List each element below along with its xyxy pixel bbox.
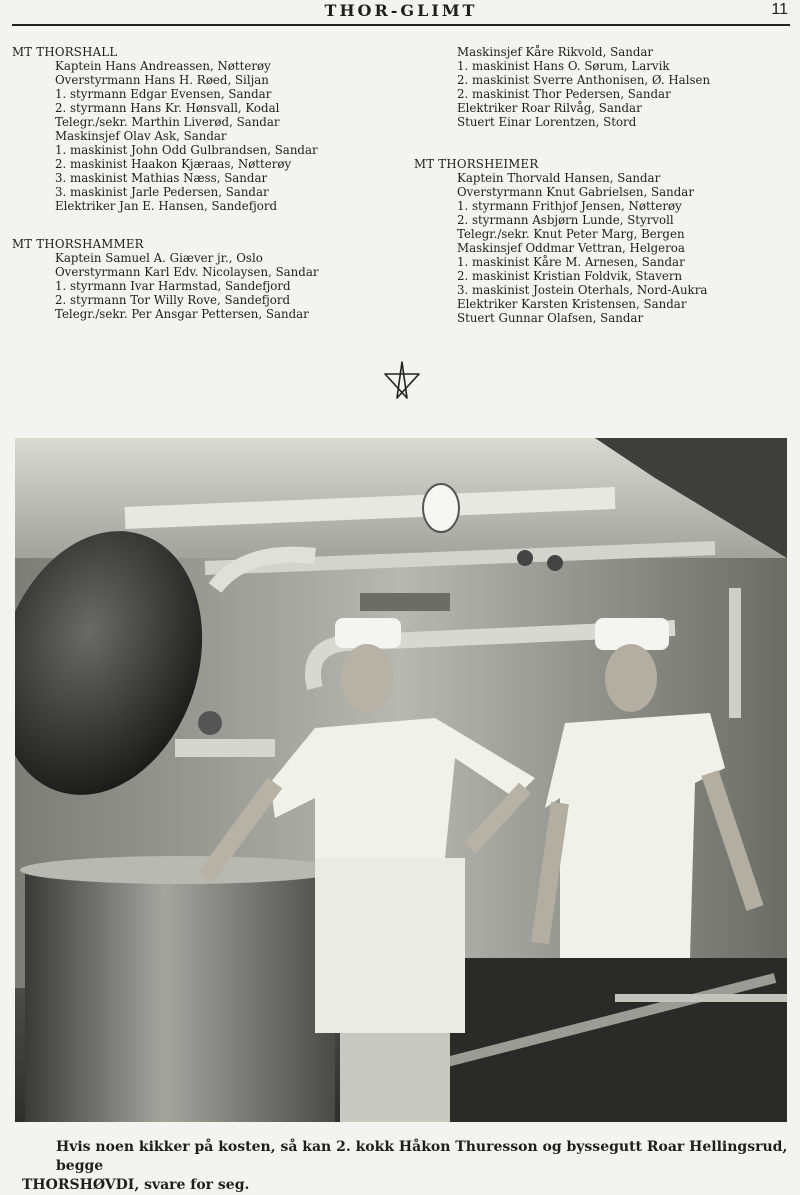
crew-member: 1. styrmann Ivar Harmstad, Sandefjord <box>55 279 291 293</box>
crew-member: 2. maskinist Haakon Kjæraas, Nøtterøy <box>55 157 292 171</box>
crew-column-right <box>414 45 794 349</box>
ship-name: MT THORSHEIMER <box>414 157 539 171</box>
crew-member: Maskinsjef Olav Ask, Sandar <box>55 129 227 143</box>
crew-member: Elektriker Roar Rilvåg, Sandar <box>457 101 642 115</box>
crew-member: Maskinsjef Oddmar Vettran, Helgeroa <box>457 241 685 255</box>
crew-member: Kaptein Thorvald Hansen, Sandar <box>457 171 661 185</box>
photo-caption <box>22 1138 788 1195</box>
crew-member: Kaptein Samuel A. Giæver jr., Oslo <box>55 251 263 265</box>
crew-member: 2. styrmann Asbjørn Lunde, Styrvoll <box>457 213 674 227</box>
crew-member: 1. styrmann Frithjof Jensen, Nøtterøy <box>457 199 682 213</box>
ship-name: MT THORSHAMMER <box>12 237 144 251</box>
crew-member: 2. maskinist Thor Pedersen, Sandar <box>457 87 671 101</box>
page-number: 11 <box>771 1 788 18</box>
crew-member: 2. styrmann Hans Kr. Hønsvall, Kodal <box>55 101 280 115</box>
crew-member: Overstyrmann Hans H. Røed, Siljan <box>55 73 269 87</box>
crew-member: Stuert Gunnar Olafsen, Sandar <box>457 311 644 325</box>
ship-name: MT THORSHALL <box>12 45 118 59</box>
ship-block-thorsheimer <box>414 157 794 325</box>
crew-member: Maskinsjef Kåre Rikvold, Sandar <box>457 45 654 59</box>
crew-member: Telegr./sekr. Knut Peter Marg, Bergen <box>457 227 685 241</box>
ship-block-thorshall <box>12 45 402 213</box>
crew-member: Elektriker Karsten Kristensen, Sandar <box>457 297 687 311</box>
crew-column-left <box>12 45 402 345</box>
ship-block-thorshammer-continued <box>414 45 794 129</box>
crew-member: Overstyrmann Knut Gabrielsen, Sandar <box>457 185 694 199</box>
crew-member: 2. maskinist Sverre Anthonisen, Ø. Halsen <box>457 73 711 87</box>
page-header <box>12 0 790 26</box>
star-icon <box>381 360 423 402</box>
galley-photo-illustration <box>15 438 787 1122</box>
ship-block-thorshammer <box>12 237 402 321</box>
crew-member: Overstyrmann Karl Edv. Nicolaysen, Sandar <box>55 265 319 279</box>
crew-member: 1. styrmann Edgar Evensen, Sandar <box>55 87 272 101</box>
galley-photo <box>15 438 787 1122</box>
caption-line-1: Hvis noen kikker på kosten, så kan 2. kokk Håkon Thuresson og byssegutt Roar Hellingsrud, begge <box>56 1139 788 1174</box>
crew-member: Stuert Einar Lorentzen, Stord <box>457 115 637 129</box>
crew-member: 3. maskinist Mathias Næss, Sandar <box>55 171 268 185</box>
crew-member: 1. maskinist Hans O. Sørum, Larvik <box>457 59 670 73</box>
crew-member: 3. maskinist Jostein Oterhals, Nord-Aukra <box>457 283 708 297</box>
crew-member: 1. maskinist John Odd Gulbrandsen, Sandar <box>55 143 318 157</box>
crew-member: Kaptein Hans Andreassen, Nøtterøy <box>55 59 271 73</box>
crew-member: 2. maskinist Kristian Foldvik, Stavern <box>457 269 683 283</box>
magazine-title: THOR-GLIMT <box>324 1 478 20</box>
caption-line-2: THORSHØVDI, svare for seg. <box>22 1177 250 1193</box>
crew-member: Elektriker Jan E. Hansen, Sandefjord <box>55 199 278 213</box>
crew-member: Telegr./sekr. Marthin Liverød, Sandar <box>55 115 280 129</box>
crew-member: 1. maskinist Kåre M. Arnesen, Sandar <box>457 255 685 269</box>
crew-member: Telegr./sekr. Per Ansgar Pettersen, Sandar <box>55 307 309 321</box>
crew-member: 3. maskinist Jarle Pedersen, Sandar <box>55 185 269 199</box>
crew-member: 2. styrmann Tor Willy Rove, Sandefjord <box>55 293 291 307</box>
